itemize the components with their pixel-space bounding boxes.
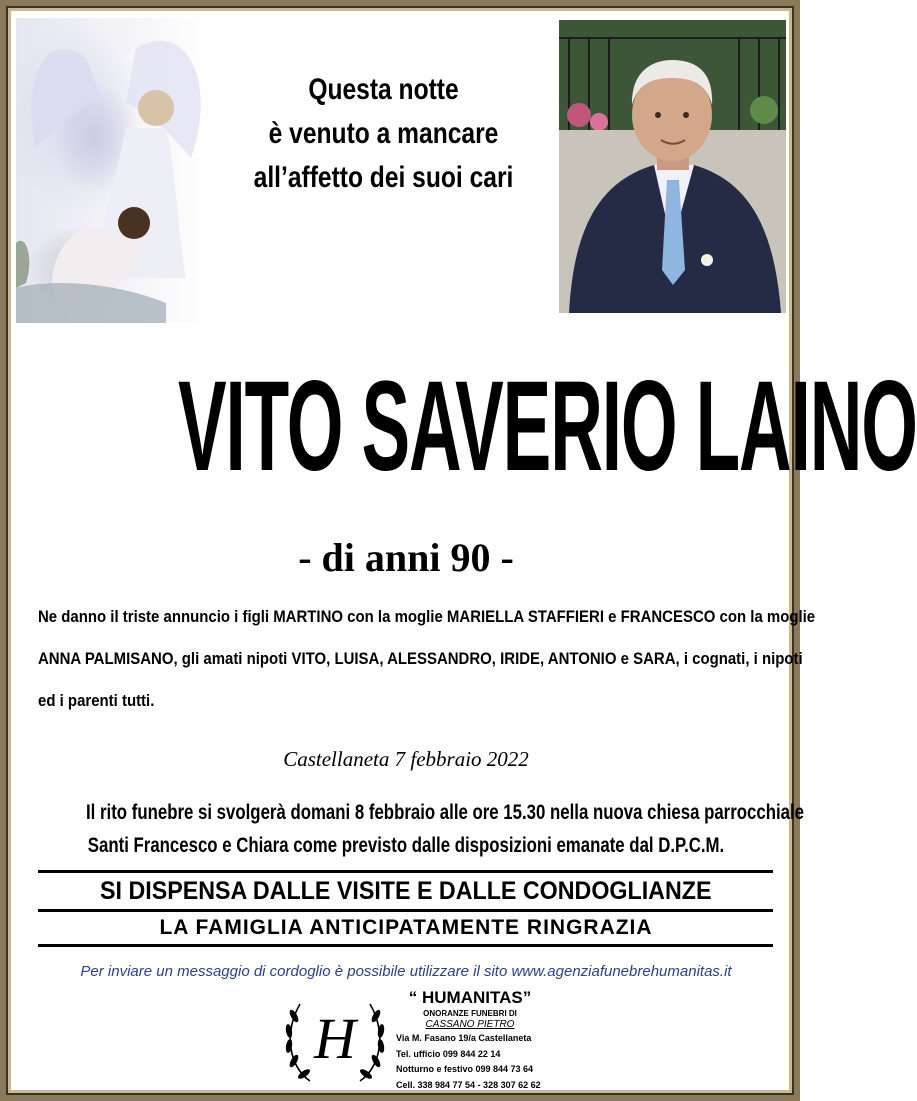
agency-info [390,988,550,1093]
website-note: Per inviare un messaggio di cordoglio è possibile utilizzare il sito www.agenziafunebrehumanitas.it [80,963,732,980]
no-visits-text: SI DISPENSA DALLE VISITE E DALLE CONDOGLIANZE [100,877,712,905]
divider-top [38,870,773,873]
agency-office-phone: Tel. ufficio 099 844 22 14 [396,1048,501,1059]
deceased-name: VITO SAVERIO LAINO [178,355,917,498]
agency-name: “ HUMANITAS” [408,988,532,1007]
agency-address: Via M. Fasano 19/a Castellaneta [396,1033,532,1043]
announcement-line-1: Ne danno il triste annuncio i figli MARTINO con la moglie MARIELLA STAFFIERI e FRANCESCO con la moglie [38,607,816,626]
announcement-line-3: ed i parenti tutti. [38,691,155,710]
thanks-text: LA FAMIGLIA ANTICIPATAMENTE RINGRAZIA [159,916,653,939]
divider-middle [38,909,773,912]
agency-subtitle: ONORANZE FUNEBRI DI [423,1009,517,1018]
divider-bottom [38,944,773,947]
agency-night-phone: Notturno e festivo 099 844 73 64 [396,1064,534,1074]
angel-image [16,18,211,323]
thanks-notice [6,913,806,943]
intro-line-1: Questa notte [308,73,459,106]
announcement-line-2: ANNA PALMISANO, gli amati nipoti VITO, LUISA, ALESSANDRO, IRIDE, ANTONIO e SARA, i cognati, i nipoti [38,649,803,668]
announcement-text [38,596,816,722]
place-date: Castellaneta 7 febbraio 2022 [283,747,529,771]
funeral-details [6,796,806,862]
intro-text [242,68,525,200]
agency-mobile: Cell. 338 984 77 54 - 328 307 62 62 [396,1079,541,1090]
funeral-line-2: Santi Francesco e Chiara come previsto dalle disposizioni emanate dal D.P.C.M. [87,834,725,857]
deceased-age: - di anni 90 - [298,535,514,580]
portrait-photo [559,20,786,313]
intro-line-2: è venuto a mancare [268,117,499,150]
agency-logo [280,986,390,1096]
funeral-line-1: Il rito funebre si svolgerà domani 8 febbraio alle ore 15.30 nella nuova chiesa parrocchiale [86,801,804,824]
agency-owner: CASSANO PIETRO [425,1019,515,1030]
intro-line-3: all’affetto dei suoi cari [253,161,514,194]
no-visits-notice [6,874,806,908]
logo-letter: H [314,1006,356,1071]
